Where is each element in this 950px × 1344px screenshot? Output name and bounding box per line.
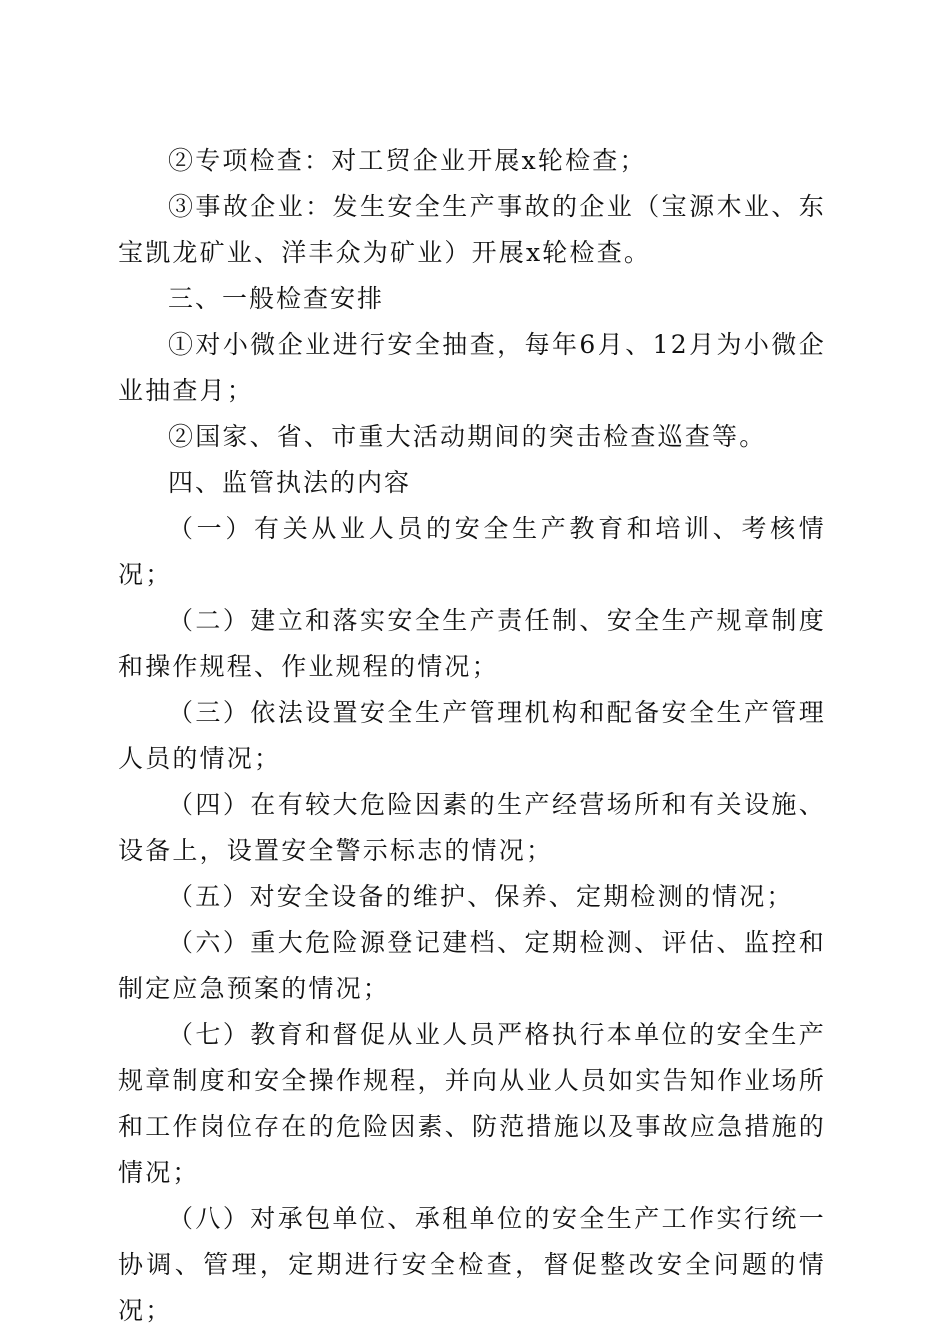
list-item-7: （七）教育和督促从业人员严格执行本单位的安全生产规章制度和安全操作规程，并向从业人员如实告知作业场所和工作岗位存在的危险因素、防范措施以及事故应急措施的情况；	[118, 1020, 826, 1187]
section-heading-enforcement-content: 四、监管执法的内容	[168, 468, 412, 497]
paragraph-accident-enterprises: ③事故企业：发生安全生产事故的企业（宝源木业、东宝凯龙矿业、洋丰众为矿业）开展x轮检查。	[118, 192, 826, 267]
list-item-6: （六）重大危险源登记建档、定期检测、评估、监控和制定应急预案的情况；	[118, 928, 826, 1003]
document-page	[118, 138, 826, 1334]
list-item-1: （一）有关从业人员的安全生产教育和培训、考核情况；	[118, 514, 826, 589]
list-item-4: （四）在有较大危险因素的生产经营场所和有关设施、设备上，设置安全警示标志的情况；	[118, 790, 826, 865]
list-item-2: （二）建立和落实安全生产责任制、安全生产规章制度和操作规程、作业规程的情况；	[118, 606, 826, 681]
list-item-5: （五）对安全设备的维护、保养、定期检测的情况；	[168, 882, 794, 911]
list-item-3: （三）依法设置安全生产管理机构和配备安全生产管理人员的情况；	[118, 698, 826, 773]
paragraph-special-inspection: ②专项检查：对工贸企业开展x轮检查；	[168, 146, 647, 175]
section-heading-general-inspection: 三、一般检查安排	[168, 284, 385, 313]
paragraph-small-enterprises: ①对小微企业进行安全抽查，每年6月、12月为小微企业抽查月；	[118, 330, 826, 405]
paragraph-major-events: ②国家、省、市重大活动期间的突击检查巡查等。	[168, 422, 767, 451]
list-item-8: （八）对承包单位、承租单位的安全生产工作实行统一协调、管理，定期进行安全检查，督促整改安全问题的情况；	[118, 1204, 826, 1325]
